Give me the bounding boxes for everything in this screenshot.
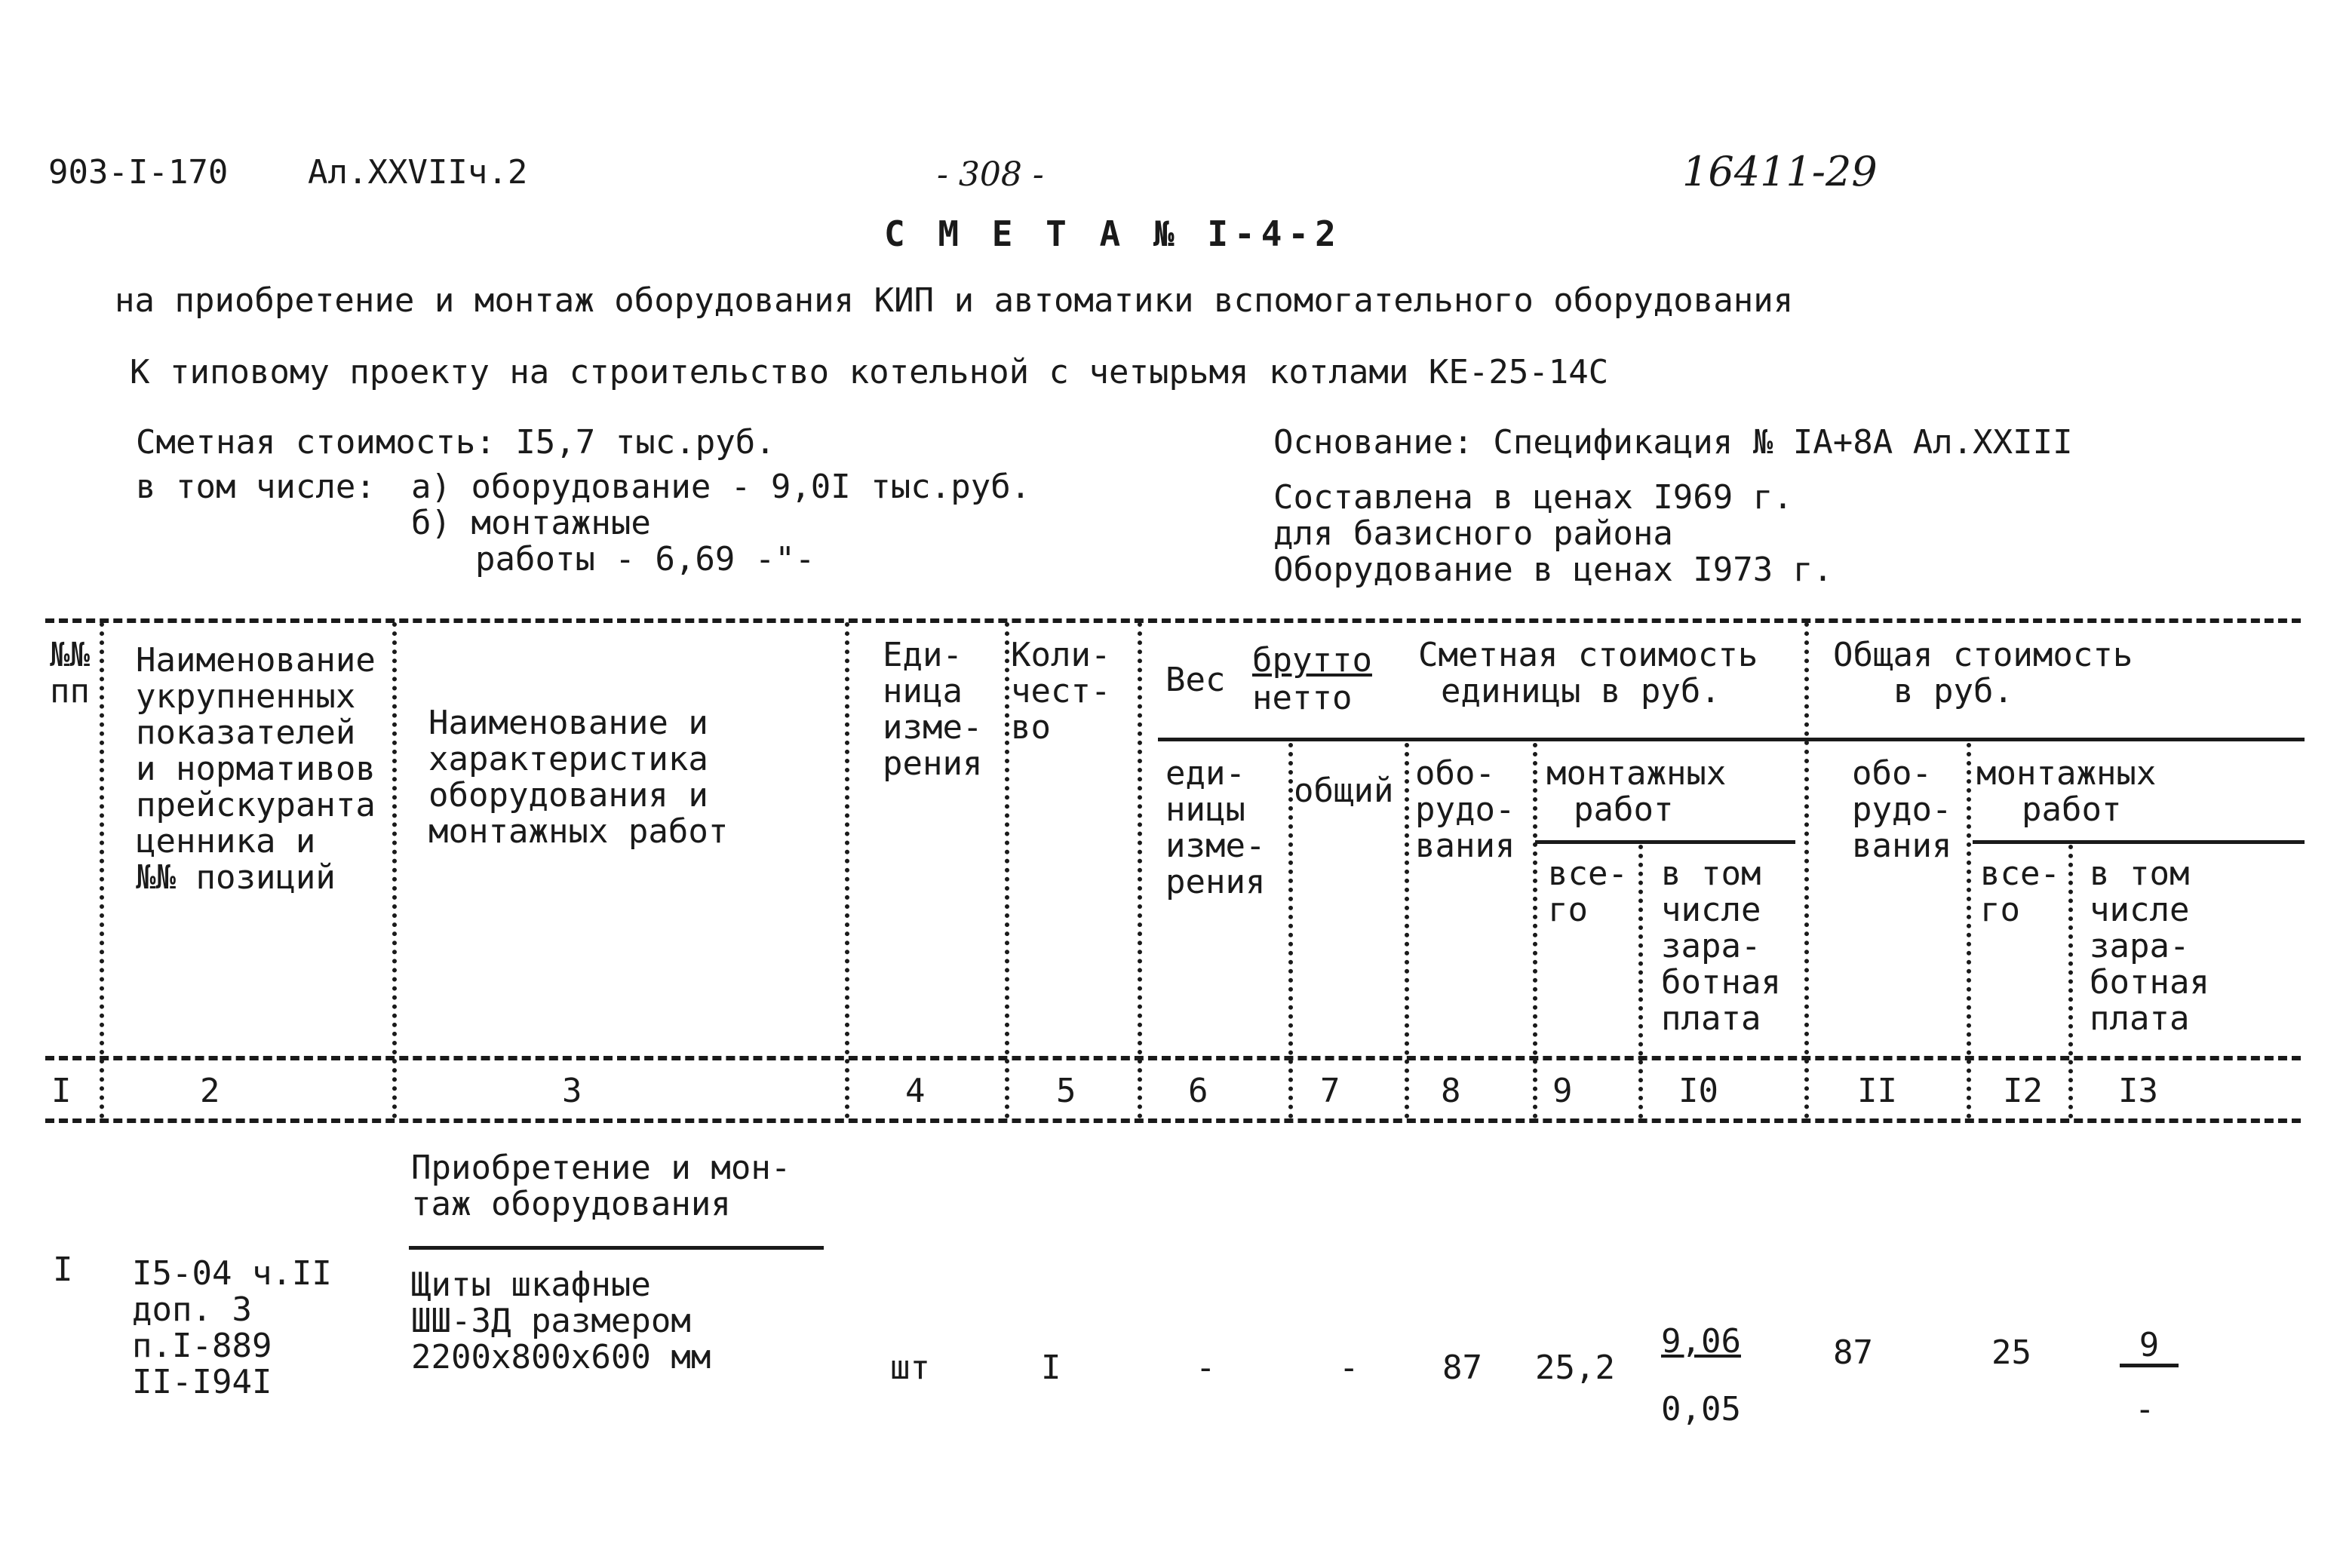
price-year: Составлена в ценах I969 г. [1273, 478, 1793, 517]
column-number: I0 [1678, 1072, 1718, 1110]
header-total-all: все- го [1980, 855, 2060, 929]
header-total-wages: в том числе зара- ботная плата [2090, 855, 2209, 1038]
cost-installation-label: б) монтажные [411, 504, 651, 542]
row-unit-equipment: 87 [1442, 1349, 1482, 1387]
column-divider [1967, 743, 1971, 1118]
header-total-installation: монтажных работ [1976, 754, 2157, 829]
header-total-cost: Общая стоимость в руб. [1833, 636, 2133, 710]
column-divider [1138, 622, 1142, 1118]
weight-gross: брутто [1252, 641, 1372, 680]
header-unit-all: все- го [1548, 855, 1628, 929]
project-reference: К типовому проекту на строительство котельной с четырьмя котлами КЕ-25-14С [130, 353, 1609, 391]
equipment-price-year: Оборудование в ценах I973 г. [1273, 551, 1833, 589]
header-subdivider [1158, 738, 2305, 741]
unit-install-divider [1535, 840, 1795, 844]
header-bottom-border [45, 1056, 2301, 1060]
number-row-border [45, 1118, 2301, 1123]
column-number: 5 [1056, 1072, 1076, 1110]
cost-equipment: а) оборудование - 9,0I тыс.руб. [411, 468, 1031, 506]
document-code: 903-I-170 [48, 153, 229, 192]
column-number: I2 [2003, 1072, 2043, 1110]
column-number: I3 [2118, 1072, 2158, 1110]
total-install-divider [1973, 840, 2305, 844]
estimate-subject: на приобретение и монтаж оборудования КИП и автоматики вспомогательного оборудования [115, 281, 1794, 320]
header-unit-installation: монтажных работ [1546, 754, 1727, 829]
cost-installation: работы - 6,69 -"- [475, 540, 815, 578]
section-heading: Приобретение и мон- таж оборудования [411, 1149, 791, 1223]
row-total-wages-secondary: - [2135, 1390, 2155, 1428]
row-total-install-all: 25 [1991, 1333, 2031, 1372]
row-unit: шт [890, 1349, 930, 1387]
estimate-title: С М Е Т А № I-4-2 [884, 213, 1342, 254]
estimated-cost: Сметная стоимость: I5,7 тыс.руб. [136, 423, 775, 462]
row-unit-install-all: 25,2 [1535, 1349, 1615, 1387]
header-col-6: еди- ницы изме- рения [1165, 754, 1266, 901]
column-number: 8 [1441, 1072, 1461, 1110]
header-col-2: Наименование укрупненных показателей и нормативов прейскуранта ценника и №№ позиций [136, 641, 376, 897]
header-col-3: Наименование и характеристика оборудования и монтажных работ [428, 704, 729, 851]
header-col-1: №№ пп [50, 636, 90, 710]
column-number: 2 [200, 1072, 220, 1110]
header-total-equipment: обо- рудо- вания [1852, 754, 1952, 865]
column-number: 4 [905, 1072, 926, 1110]
row-unit-wages-secondary: 0,05 [1661, 1390, 1741, 1428]
row-quantity: I [1041, 1349, 1061, 1387]
row-total-equipment: 87 [1833, 1333, 1873, 1372]
row-name: Щиты шкафные ШШ-3Д размером 2200x800x600 мм [411, 1266, 711, 1376]
row-number: I [53, 1250, 73, 1289]
table-top-border [45, 618, 2301, 623]
column-divider [845, 622, 849, 1118]
section-underline [409, 1246, 824, 1250]
column-number: 3 [562, 1072, 582, 1110]
column-number: I [51, 1072, 72, 1110]
header-unit-cost: Сметная стоимость единицы в руб. [1418, 636, 1758, 710]
base-region: для базисного района [1273, 514, 1673, 553]
column-divider [1638, 845, 1643, 1118]
header-col-7: общий [1294, 772, 1394, 810]
column-number: 6 [1188, 1072, 1208, 1110]
header-col-4: Еди- ница изме- рения [883, 636, 983, 783]
weight-net: нетто [1252, 679, 1353, 717]
column-number: 9 [1552, 1072, 1573, 1110]
column-divider [392, 622, 397, 1118]
page-number: - 308 - [937, 155, 1044, 194]
row-weight-unit: - [1196, 1349, 1216, 1387]
header-col-5: Коли- чест- во [1011, 636, 1111, 747]
header-unit-equipment: обо- рудо- вания [1415, 754, 1515, 865]
weight-label: Вес [1165, 661, 1226, 699]
column-divider [2068, 845, 2073, 1118]
row-code: I5-04 ч.II доп. 3 п.I-889 II-I94I [132, 1254, 332, 1401]
column-number: 7 [1320, 1072, 1340, 1110]
album-reference: Ал.XXVIIч.2 [308, 153, 528, 192]
including-label: в том числе: [136, 468, 376, 506]
header-unit-wages: в том числе зара- ботная плата [1661, 855, 1781, 1038]
basis-specification: Основание: Спецификация № IA+8A Ал.XXIII [1273, 423, 2073, 462]
column-divider [1405, 743, 1409, 1118]
column-divider [1533, 743, 1537, 1118]
archive-number: 16411-29 [1682, 148, 1878, 195]
column-number: II [1857, 1072, 1897, 1110]
column-divider [1005, 622, 1009, 1118]
row-total-wages: 9 [2120, 1327, 2179, 1367]
row-weight-total: - [1339, 1349, 1359, 1387]
column-divider [1804, 622, 1809, 1118]
row-unit-wages: 9,06 [1661, 1322, 1741, 1361]
column-divider [1288, 743, 1293, 1118]
column-divider [100, 622, 104, 1118]
